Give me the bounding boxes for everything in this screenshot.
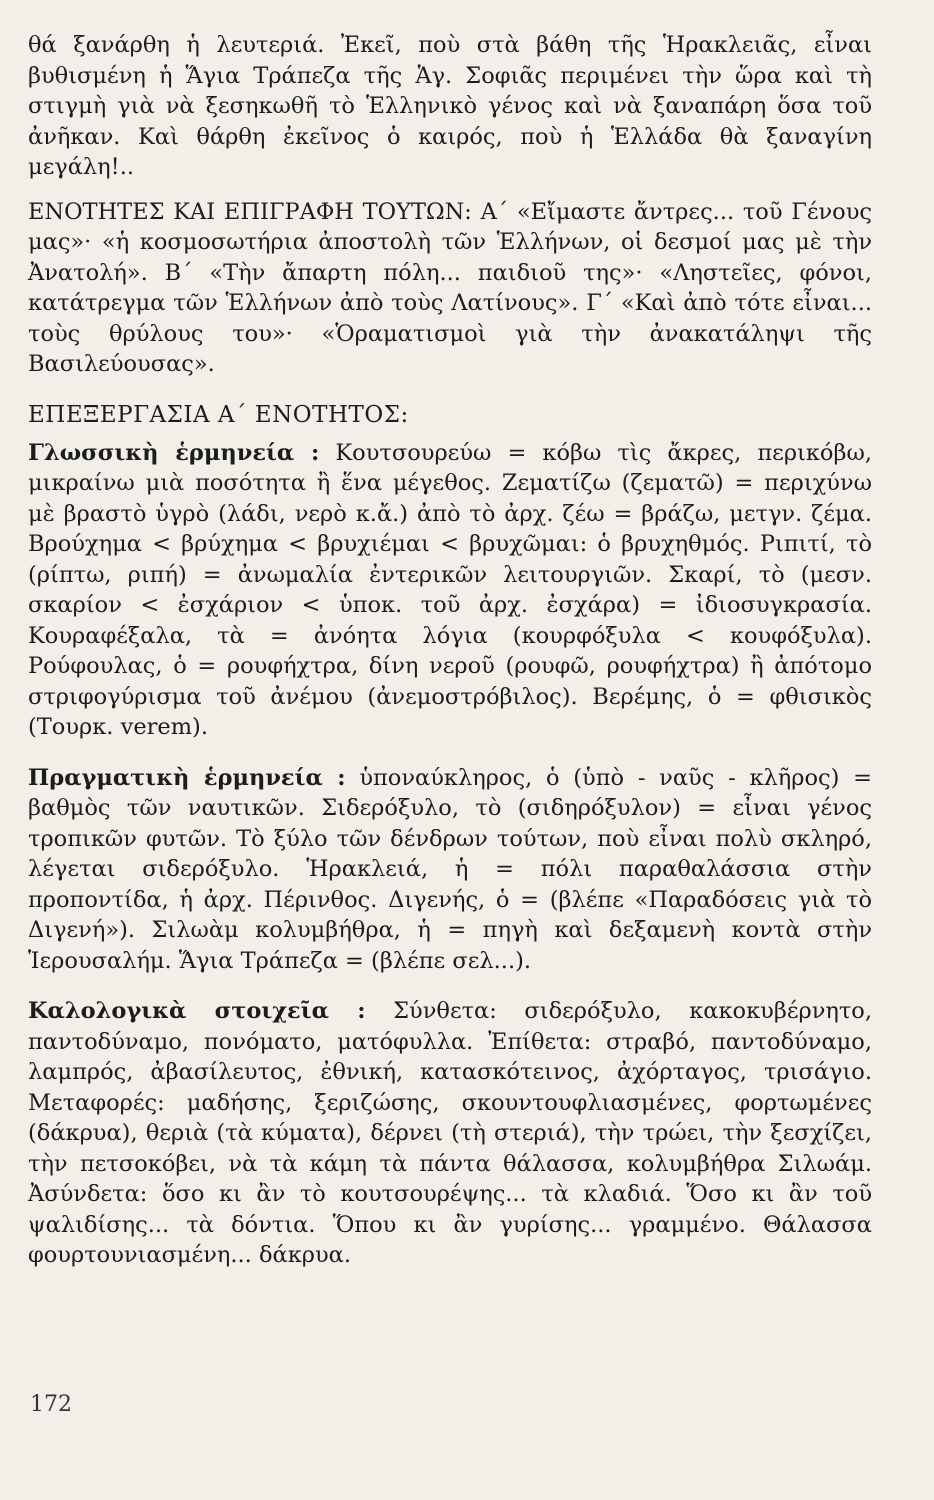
aesthetic-text: Σύνθετα: σιδερόξυλο, κακοκυβέρνητο, παντοδύναμο, πονόματο, ματόφυλλα. Ἐπίθετα: στραβό, παντοδύναμο, λαμπρός, ἀβασίλευτος, ἐθνική, κατασκότεινος, ἀχόρταγος, τρισάγιο. Μεταφορές: μαδήσης, ξεριζώσης, σκουντουφλιασμένες, φορτωμένες (δάκρυα), θεριὰ (τὰ κύματα), δέρνει (τὴ στεριά), τὴν τρώει, τὴν ξεσχίζει, τὴν πετσοκόβει, νὰ τὰ κάμη τὰ πάντα θάλασσα, κολυμβήθρα Σιλωάμ. Ἀσύνδετα: ὅσο κι ἂν τὸ κουτσουρέψης... τὰ κλαδιά. Ὅσο κι ἂν τοῦ ψαλιδίσης... τὰ δόντια. Ὅπου κι ἂν γυρίσης... γραμμένο. Θάλασσα φουρτουνιασμένη... δάκρυα. (28, 998, 873, 1268)
units-heading: ΕΝΟΤΗΤΕΣ ΚΑΙ ΕΠΙΓΡΑΦΗ ΤΟΥΤΩΝ: (28, 198, 472, 225)
linguistic-label: Γλωσσικὴ ἑρμηνεία : (28, 439, 320, 466)
factual-text: ὑποναύκληρος, ὁ (ὑπὸ - ναῦς - κλῆρος) = βαθμὸς τῶν ναυτικῶν. Σιδερόξυλο, τὸ (σιδηρόξυλον) = εἶναι γένος τροπικῶν φυτῶν. Τὸ ξύλο τῶν δένδρων τούτων, ποὺ εἶναι πολὺ σκληρό, λέγεται σιδερόξυλο. Ἡρακλειά, ἡ = πόλι παραθαλάσσια στὴν προποντίδα, ἡ ἀρχ. Πέρινθος. Διγενής, ὁ = (βλέπε «Παραδόσεις γιὰ τὸ Διγενή»). Σιλωὰμ κολυμβήθρα, ἡ = πηγὴ καὶ δεξαμενὴ κοντὰ στὴν Ἱερουσαλήμ. Ἅγια Τράπεζα = (βλέπε σελ...). (28, 764, 873, 974)
units-paragraph (28, 197, 872, 380)
linguistic-text: Κουτσουρεύω = κόβω τὶς ἄκρες, περικόβω, μικραίνω μιὰ ποσότητα ἢ ἕνα μέγεθος. Ζεματίζω (ζεματῶ) = περιχύνω μὲ βραστὸ ὑγρὸ (λάδι, νερὸ κ.ἄ.) ἀπὸ τὸ ἀρχ. ζέω = βράζω, μετγν. ζέμα. Βρούχημα < βρύχημα < βρυχιέμαι < βρυχῶμαι: ὁ βρυχηθμός. Ριπιτί, τὸ (ρίπτω, ριπή) = ἀνωμαλία ἐντερικῶν λειτουργιῶν. Σκαρί, τὸ (μεσν. σκαρίον < ἐσχάριον < ὑποκ. τοῦ ἀρχ. ἐσχάρα) = ἰδιοσυγκρασία. Κουραφέξαλα, τὰ = ἀνόητα λόγια (κουρφόξυλα < κουφόξυλα). Ρούφουλας, ὁ = ρουφήχτρα, δίνη νεροῦ (ρουφῶ, ρουφήχτρα) ἢ ἀπότομο στριφογύρισμα τοῦ ἀνέμου (ἀνεμοστρόβιλος). Βερέμης, ὁ = φθισικὸς (Τουρκ. verem). (28, 439, 872, 740)
factual-paragraph (28, 763, 872, 977)
analysis-heading: ΕΠΕΞΕΡΓΑΣΙΑ Α΄ ΕΝΟΤΗΤΟΣ: (28, 401, 409, 428)
aesthetic-paragraph (28, 996, 872, 1271)
intro-paragraph: θά ξανάρθη ἡ λευτεριά. Ἐκεῖ, ποὺ στὰ βάθη τῆς Ἡρακλειᾶς, εἶναι βυθισμένη ἡ Ἅγια Τράπεζα τῆς Ἁγ. Σοφιᾶς περιμένει τὴν ὥρα καὶ τὴ στιγμὴ γιὰ νὰ ξεσηκωθῆ τὸ Ἑλληνικὸ γένος καὶ νὰ ξαναπάρη ὅσα τοῦ ἀνῆκαν. Καὶ θάρθη ἐκεῖνος ὁ καιρός, ποὺ ἡ Ἑλλάδα θὰ ξαναγίνη μεγάλη!.. (28, 32, 872, 180)
linguistic-paragraph (28, 438, 872, 743)
units-text: Α΄ «Εἴμαστε ἄντρες... τοῦ Γένους μας»· «ἡ κοσμοσωτήρια ἀποστολὴ τῶν Ἑλλήνων, οἱ δεσμοί μας μὲ τὴν Ἀνατολή». Β΄ «Τὴν ἄπαρτη πόλη... παιδιοῦ της»· «Ληστεῖες, φόνοι, κατάτρεγμα τῶν Ἑλλήνων ἀπὸ τοὺς Λατίνους». Γ΄ «Καὶ ἀπὸ τότε εἶναι... τοὺς θρύλους του»· «Ὁραματισμοὶ γιὰ τὴν ἀνακατάληψι τῆς Βασιλεύουσας». (28, 198, 873, 377)
aesthetic-label: Καλολογικὰ στοιχεῖα : (28, 998, 366, 1024)
factual-label: Πραγματικὴ ἑρμηνεία : (28, 764, 346, 791)
page-number: 172 (30, 1392, 72, 1417)
